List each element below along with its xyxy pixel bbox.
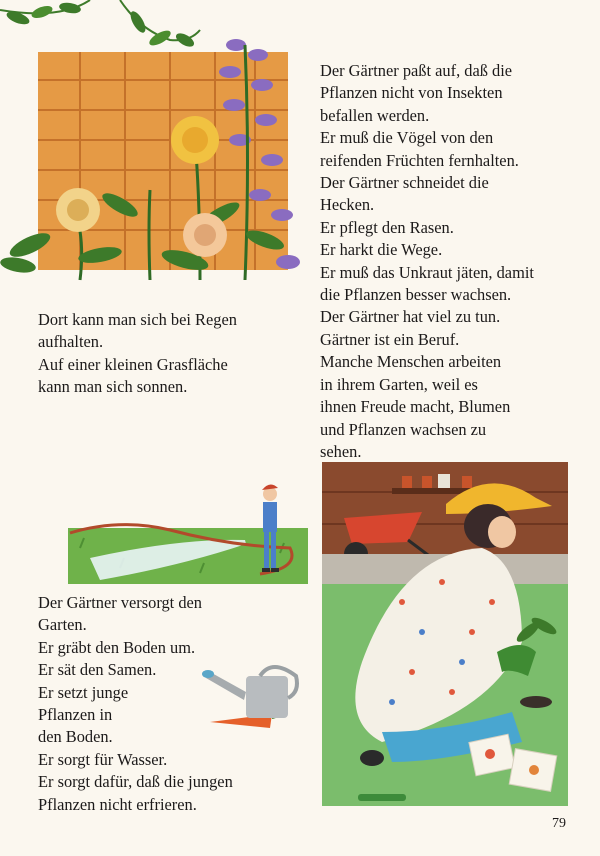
right-top-paragraph [320, 60, 534, 463]
text-line: die Pflanzen besser wachsen. [320, 285, 512, 305]
text-line: Der Gärtner schneidet die [320, 173, 489, 193]
text-line: Er muß das Unkraut jäten, damit [320, 262, 534, 282]
text-line: Er muß die Vögel von den [320, 128, 494, 148]
left-top-paragraph [38, 309, 237, 399]
text-line: Gärtner ist ein Beruf. [320, 329, 460, 349]
watering-can [202, 667, 297, 718]
yellow-rose [171, 116, 219, 164]
text-line: ihnen Freude macht, Blumen [320, 397, 511, 417]
text-line: Auf einer kleinen Grasfläche [38, 354, 228, 374]
text-line: in ihrem Garten, weil es [320, 374, 478, 394]
text-line: Hecken. [320, 195, 375, 215]
text-line: Manche Menschen arbeiten [320, 352, 502, 372]
text-line: befallen werden. [320, 105, 430, 125]
text-line: den Boden. [38, 727, 113, 747]
cream-rose [56, 188, 100, 232]
text-line: Er harkt die Wege. [320, 240, 443, 260]
text-line: Der Gärtner hat viel zu tun. [320, 307, 501, 327]
text-line: Pflanzen in [38, 705, 113, 725]
text-line: Er pflegt den Rasen. [320, 217, 454, 237]
text-line: Pflanzen nicht von Insekten [320, 83, 503, 103]
watering-can-illustration [200, 662, 312, 734]
gardener-woman-illustration [322, 462, 568, 806]
text-line: Pflanzen nicht erfrieren. [38, 794, 197, 814]
trowel [358, 794, 406, 801]
vine-leaves [0, 0, 200, 49]
text-line: Er sorgt dafür, daß die jungen [38, 772, 233, 792]
text-line: Er sorgt für Wasser. [38, 749, 168, 769]
text-line: sehen. [320, 441, 362, 461]
text-line: und Pflanzen wachsen zu [320, 419, 487, 439]
text-line: Der Gärtner paßt auf, daß die [320, 61, 513, 80]
text-line: Er setzt junge [38, 682, 129, 702]
text-line: Der Gärtner versorgt den [38, 593, 202, 612]
page-number: 79 [552, 816, 566, 831]
text-line: reifenden Früchten fernhalten. [320, 150, 519, 170]
text-line: Er gräbt den Boden um. [38, 637, 196, 657]
text-line: Er sät den Samen. [38, 660, 157, 680]
lawn-watering-illustration [60, 478, 310, 590]
peach-rose [183, 213, 227, 257]
trellis-flowers-illustration [0, 0, 310, 290]
text-line: kann man sich sonnen. [38, 377, 188, 397]
text-line: Garten. [38, 615, 87, 635]
text-line: Dort kann man sich bei Regen [38, 310, 237, 329]
text-line: aufhalten. [38, 332, 104, 352]
